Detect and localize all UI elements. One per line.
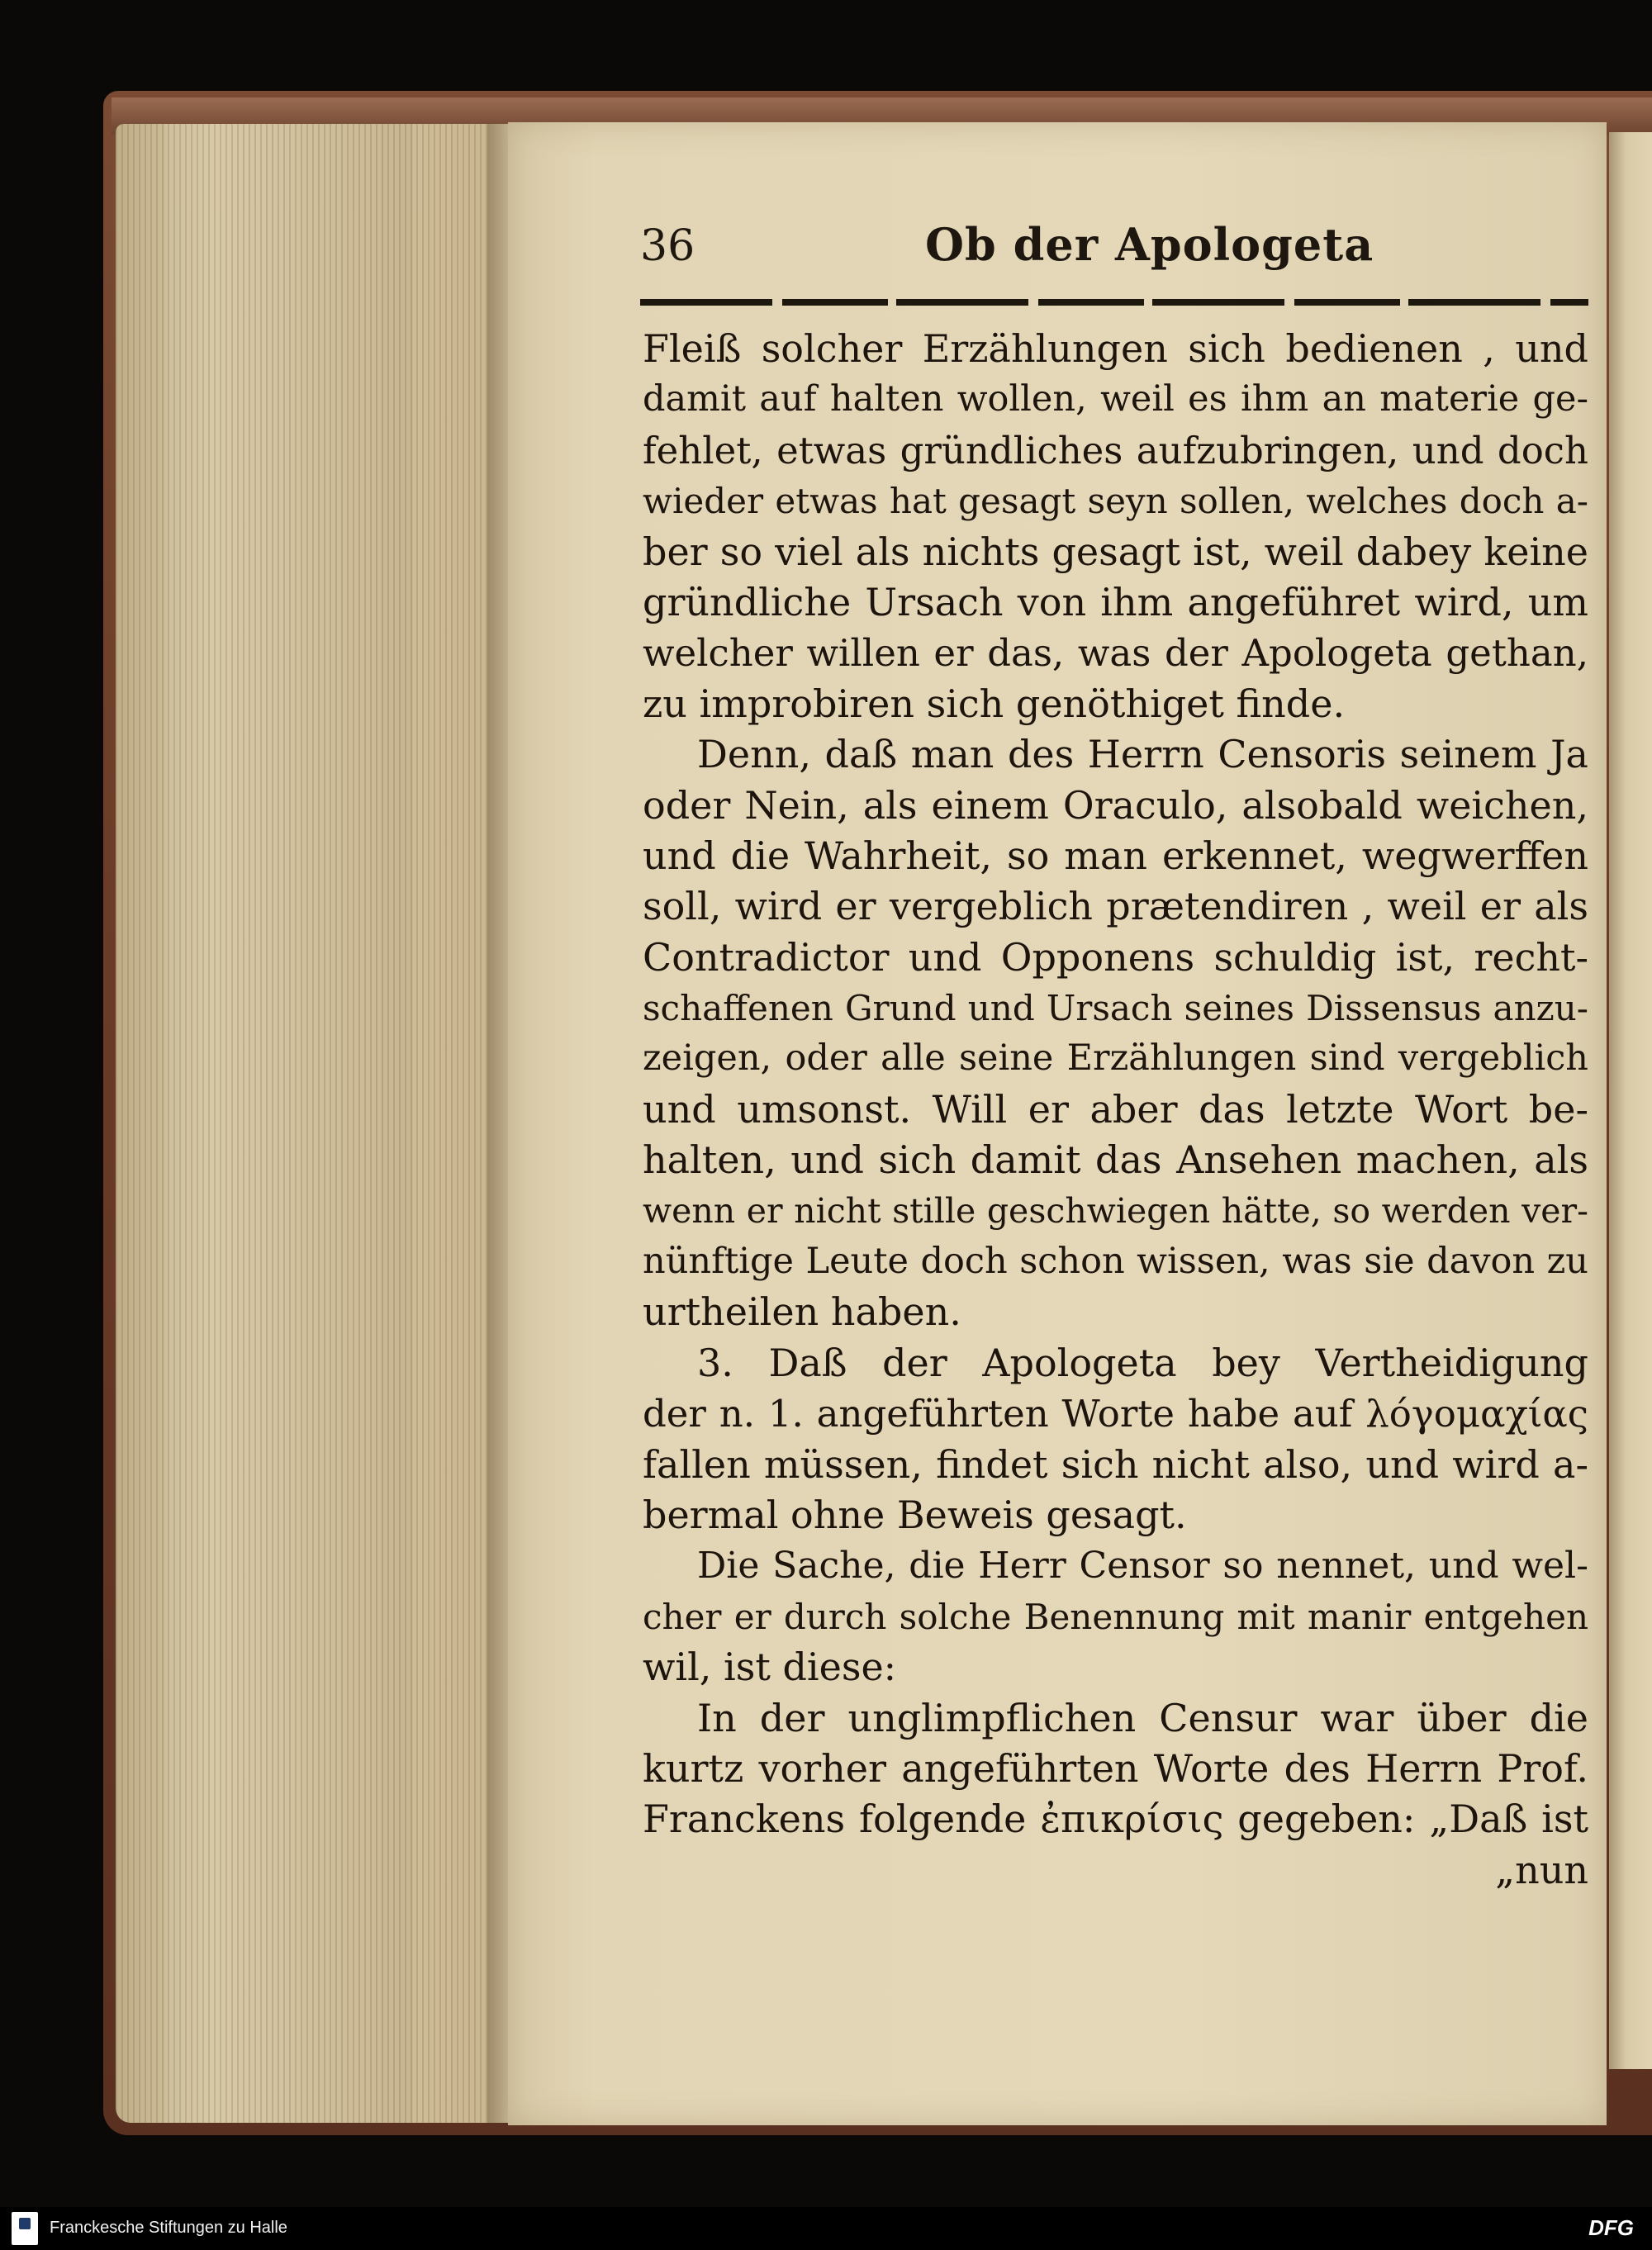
- page-header: [640, 218, 1586, 279]
- text-line: oder Nein, als einem Oraculo, alsobald weichen,: [643, 782, 1588, 828]
- header-rule: [640, 299, 1588, 306]
- text-line: zu improbiren sich genöthiget finde.: [643, 681, 1346, 726]
- institution-logo-icon[interactable]: [12, 2212, 38, 2245]
- text-line: cher er durch solche Benennung mit manir entgehen: [643, 1596, 1588, 1637]
- text-line: halten, und sich damit das Ansehen machen, als: [643, 1137, 1588, 1183]
- text-line: schaffenen Grund und Ursach seines Dissensus anzu-: [643, 988, 1588, 1029]
- text-line: gründliche Ursach von ihm angeführet wird, um: [643, 579, 1588, 624]
- text-line: Franckens folgende ἐπικρίσις gegeben: „Daß ist: [643, 1797, 1588, 1842]
- running-title: Ob der Apologeta: [925, 218, 1374, 271]
- text-line: Die Sache, die Herr Censor so nennet, und wel-: [697, 1545, 1588, 1588]
- text-line: fallen müssen, findet sich nicht also, und wird a-: [643, 1441, 1588, 1487]
- text-line: nünftige Leute doch schon wissen, was sie davon zu: [643, 1241, 1588, 1283]
- text-line: damit auf halten wollen, weil es ihm an materie ge-: [643, 378, 1588, 420]
- text-line: der n. 1. angeführten Worte habe auf λόγομαχίας: [643, 1392, 1588, 1436]
- dfg-logo[interactable]: DFG: [1588, 2215, 1634, 2240]
- text-line: wil, ist diese:: [643, 1645, 897, 1690]
- institution-name[interactable]: Franckesche Stiftungen zu Halle: [50, 2219, 287, 2237]
- text-line: fehlet, etwas gründliches aufzubringen, und doch: [643, 428, 1588, 472]
- text-line: wenn er nicht stille geschwiegen hätte, so werden ver-: [643, 1190, 1588, 1231]
- text-line: und umsonst. Will er aber das letzte Wort be-: [643, 1086, 1588, 1132]
- text-line: Denn, daß man des Herrn Censoris seinem Ja: [697, 732, 1588, 777]
- text-line: bermal ohne Beweis gesagt.: [643, 1492, 1187, 1537]
- text-line: wieder etwas hat gesagt seyn sollen, welches doch a-: [643, 481, 1588, 522]
- page-block-edges: [116, 124, 504, 2123]
- text-line: ber so viel als nichts gesagt ist, weil dabey keine: [643, 529, 1588, 574]
- text-line: zeigen, oder alle seine Erzählungen sind vergeblich: [643, 1037, 1588, 1080]
- catchword: „nun: [1495, 1847, 1588, 1892]
- viewer-footer: [0, 2207, 1652, 2250]
- facing-page-edge: [1609, 132, 1652, 2069]
- text-line: kurtz vorher angeführten Worte des Herrn Prof.: [643, 1745, 1588, 1791]
- page-body-text: [643, 324, 1588, 1896]
- text-line: und die Wahrheit, so man erkennet, wegwerffen: [643, 833, 1588, 878]
- text-line: Fleiß solcher Erzählungen sich bedienen , und: [643, 326, 1588, 371]
- text-line: welcher willen er das, was der Apologeta gethan,: [643, 631, 1588, 676]
- text-line: soll, wird er vergeblich prætendiren , weil er als: [643, 884, 1588, 929]
- text-line: Contradictor und Opponens schuldig ist, recht-: [643, 934, 1588, 980]
- text-line: 3. Daß der Apologeta bey Vertheidigung: [697, 1340, 1588, 1385]
- text-line: In der unglimpflichen Censur war über die: [697, 1695, 1588, 1740]
- page-number: 36: [640, 221, 695, 271]
- text-line: urtheilen haben.: [643, 1289, 961, 1335]
